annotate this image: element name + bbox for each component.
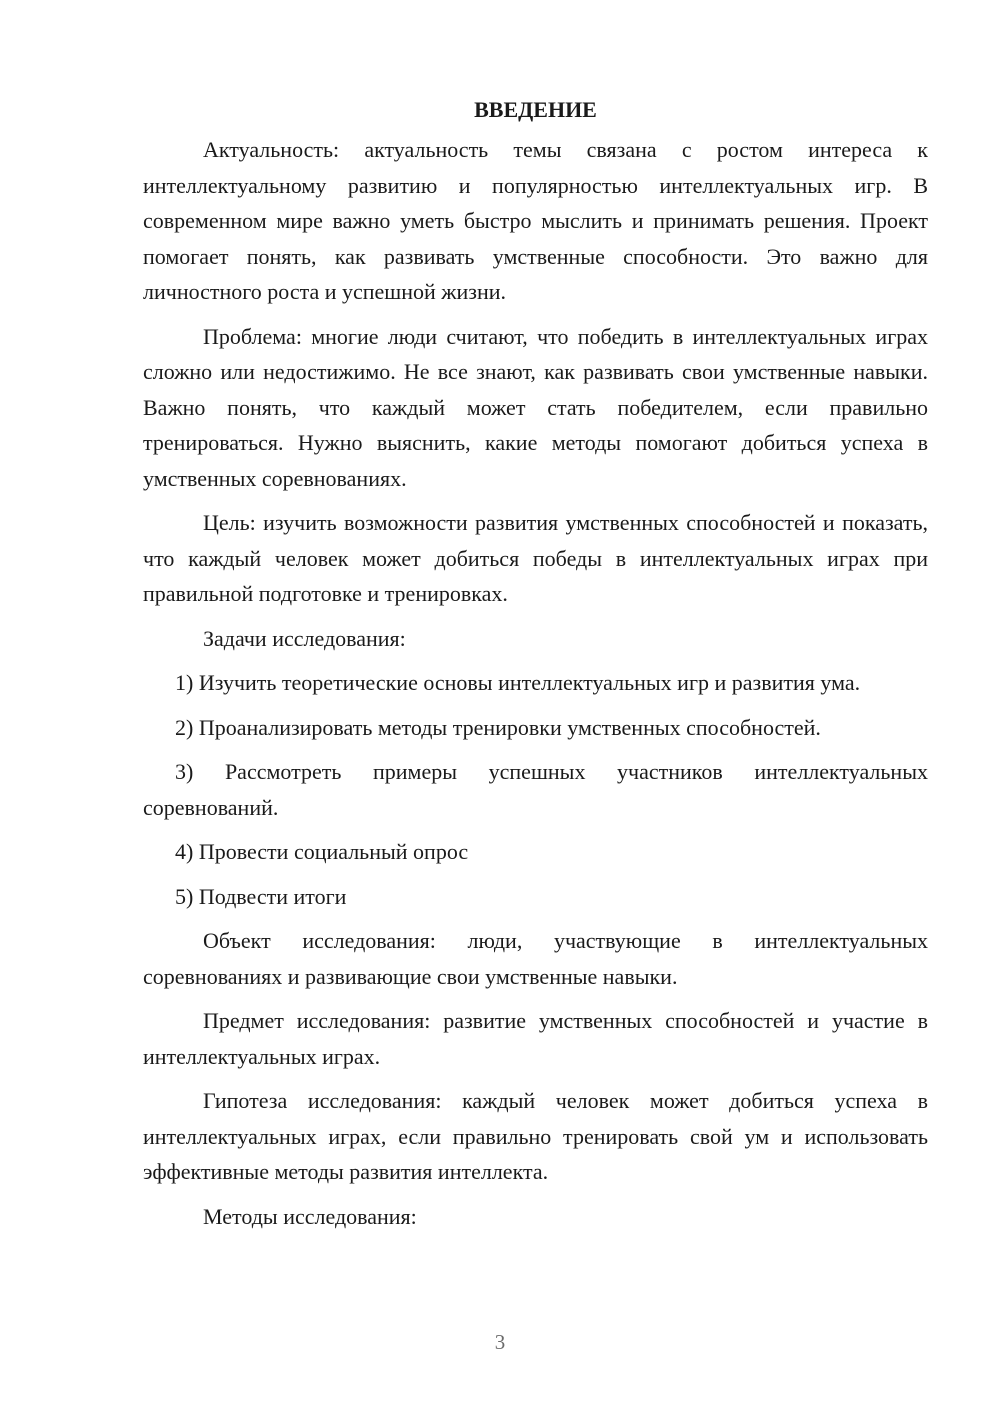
page-number: 3 (494, 1330, 506, 1354)
hypothesis-paragraph: Гипотеза исследования: каждый человек может добиться успеха в интеллектуальных играх, если правильно тренировать свой ум и использовать эффективные методы развития интеллекта. (143, 1088, 928, 1184)
methods-label: Методы исследования: (203, 1203, 417, 1229)
task-item-2: 2) Проанализировать методы тренировки умственных способностей. (175, 714, 821, 740)
page-title: ВВЕДЕНИЕ (474, 97, 597, 122)
relevance-paragraph: Актуальность: актуальность темы связана с ростом интереса к интеллектуальному развитию и популярностью интеллектуальных игр. В современном мире важно уметь быстро мыслить и принимать решения. Проект помогает понять, как развивать умственные способности. Это важно для личностного роста и успешной жизни. (143, 137, 928, 304)
subject-paragraph: Предмет исследования: развитие умственных способностей и участие в интеллектуальных играх. (143, 1008, 928, 1069)
task-item-5: 5) Подвести итоги (175, 883, 347, 909)
document-page (143, 93, 928, 1243)
task-item-1: 1) Изучить теоретические основы интеллектуальных игр и развития ума. (175, 670, 861, 695)
task-item-4: 4) Провести социальный опрос (175, 839, 469, 864)
tasks-label: Задачи исследования: (203, 625, 406, 651)
goal-paragraph: Цель: изучить возможности развития умственных способностей и показать, что каждый человек может добиться победы в интеллектуальных играх при правильной подготовке и тренировках. (143, 510, 928, 606)
object-paragraph: Объект исследования: люди, участвующие в интеллектуальных соревнованиях и развивающие свои умственные навыки. (143, 928, 928, 989)
task-item-3: 3) Рассмотреть примеры успешных участников интеллектуальных соревнований. (143, 759, 928, 820)
problem-paragraph: Проблема: многие люди считают, что победить в интеллектуальных играх сложно или недостижимо. Не все знают, как развивать свои умственные навыки. Важно понять, что каждый может стать победителем, если правильно тренироваться. Нужно выяснить, какие методы помогают добиться успеха в умственных соревнованиях. (143, 323, 928, 491)
